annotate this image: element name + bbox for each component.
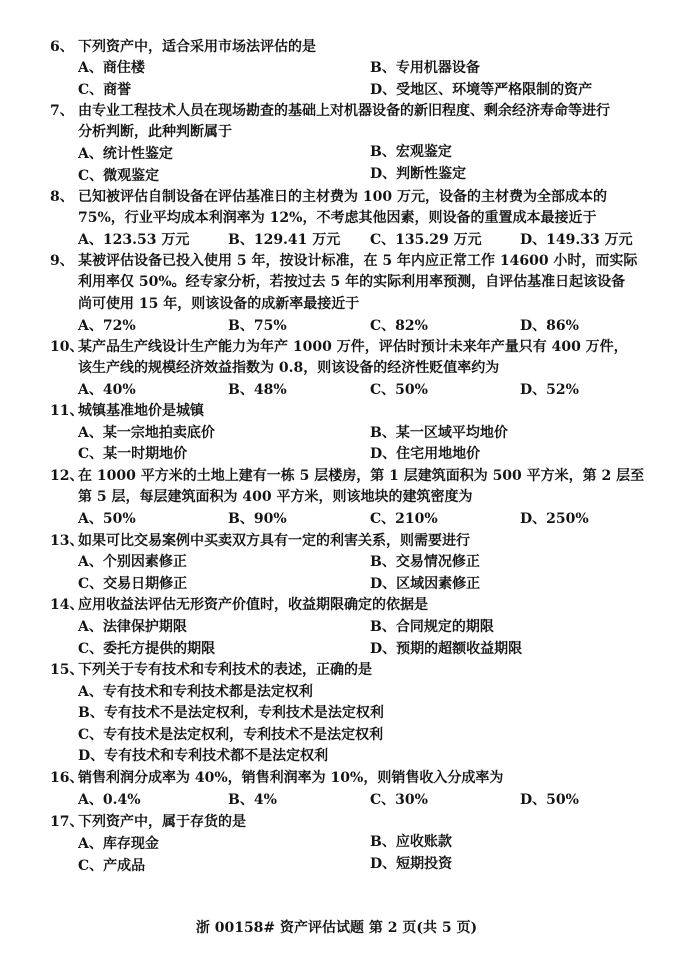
option-a: A、库存现金	[78, 836, 159, 852]
option-b: B、交易情况修正	[370, 554, 480, 570]
option-b: B、专用机器设备	[370, 60, 480, 76]
option-b: B、应收账款	[370, 834, 452, 850]
option-a: A、法律保护期限	[78, 619, 187, 635]
question-stem-continued: 分析判断，此种判断属于	[78, 124, 232, 140]
option-a: A、0.4%	[78, 792, 141, 808]
option-d: D、50%	[520, 792, 579, 808]
option-d: D、86%	[520, 318, 579, 334]
option-a: A、个别因素修正	[78, 554, 187, 570]
option-d: D、250%	[520, 511, 589, 527]
question-stem-continued: 尚可使用 15 年，则该设备的成新率最接近于	[78, 296, 360, 312]
question-number: 13、	[50, 533, 84, 549]
question-stem: 已知被评估自制设备在评估基准日的主材费为 100 万元，设备的主材费为全部成本的	[78, 189, 607, 205]
option-a: A、商住楼	[78, 60, 145, 76]
question-stem: 某被评估设备已投入使用 5 年，按设计标准，在 5 年内应正常工作 14600 小时，而实际	[78, 253, 638, 269]
option-b: B、合同规定的期限	[370, 619, 494, 635]
option-b: B、专有技术不是法定权利，专利技术是法定权利	[78, 705, 384, 721]
option-d: D、预期的超额收益期限	[370, 641, 523, 657]
option-b: B、129.41 万元	[228, 232, 341, 248]
option-d: D、区域因素修正	[370, 576, 481, 592]
option-b: B、4%	[228, 792, 277, 808]
question-stem-continued: 第 5 层，每层建筑面积为 400 平方米，则该地块的建筑密度为	[78, 489, 473, 505]
option-d: D、149.33 万元	[520, 232, 633, 248]
option-c: C、委托方提供的期限	[78, 641, 216, 657]
question-stem: 下列关于专有技术和专利技术的表述，正确的是	[78, 662, 372, 678]
option-c: C、产成品	[78, 858, 146, 874]
option-a: A、统计性鉴定	[78, 146, 173, 162]
question-stem: 下列资产中，适合采用市场法评估的是	[78, 39, 316, 55]
option-c: C、某一时期地价	[78, 446, 188, 462]
question-stem: 如果可比交易案例中买卖双方具有一定的利害关系，则需要进行	[78, 533, 470, 549]
question-stem: 由专业工程技术人员在现场勘查的基础上对机器设备的新旧程度、剩余经济寿命等进行	[78, 103, 610, 119]
option-c: C、30%	[370, 792, 428, 808]
option-a: A、123.53 万元	[78, 232, 190, 248]
option-b: B、90%	[228, 511, 287, 527]
question-stem: 城镇基准地价是城镇	[78, 403, 204, 419]
question-stem-continued: 75%，行业平均成本利润率为 12%，不考虑其他因素，则设备的重置成本最接近于	[78, 210, 597, 226]
question-number: 7、	[50, 103, 74, 119]
question-stem-continued: 利用率仅 50%。经专家分析，若按过去 5 年的实际利用率预测，自评估基准日起该设备	[78, 274, 626, 290]
question-number: 10、	[50, 339, 84, 355]
page-footer: 浙 00158# 资产评估试题 第 2 页(共 5 页)	[195, 920, 478, 936]
question-number: 11、	[50, 403, 84, 419]
question-stem: 某产品生产线设计生产能力为年产 1000 万件，评估时预计未来年产量只有 400 万件，	[78, 339, 628, 355]
option-b: B、75%	[228, 318, 287, 334]
question-number: 16、	[50, 770, 84, 786]
option-a: A、50%	[78, 511, 136, 527]
option-a: A、专有技术和专利技术都是法定权利	[78, 684, 313, 700]
option-d: D、住宅用地地价	[370, 446, 481, 462]
option-c: C、50%	[370, 382, 428, 398]
option-d: D、判断性鉴定	[370, 166, 467, 182]
question-stem-continued: 该生产线的规模经济效益指数为 0.8，则该设备的经济性贬值率约为	[78, 360, 500, 376]
option-c: C、交易日期修正	[78, 576, 188, 592]
question-number: 8、	[50, 189, 74, 205]
option-a: A、某一宗地拍卖底价	[78, 425, 215, 441]
option-c: C、微观鉴定	[78, 168, 160, 184]
question-stem: 应用收益法评估无形资产价值时，收益期限确定的依据是	[78, 597, 428, 613]
option-d: D、受地区、环境等严格限制的资产	[370, 82, 593, 98]
option-b: B、48%	[228, 382, 287, 398]
question-stem: 在 1000 平方米的土地上建有一栋 5 层楼房，第 1 层建筑面积为 500 平方米，第 2 层至	[78, 468, 645, 484]
question-number: 12、	[50, 468, 84, 484]
option-c: C、商誉	[78, 82, 132, 98]
option-b: B、宏观鉴定	[370, 144, 452, 160]
question-number: 9、	[50, 253, 74, 269]
option-c: C、210%	[370, 511, 438, 527]
question-number: 6、	[50, 39, 74, 55]
question-stem: 销售利润分成率为 40%，销售利润率为 10%，则销售收入分成率为	[78, 770, 504, 786]
option-c: C、135.29 万元	[370, 232, 482, 248]
option-d: D、52%	[520, 382, 579, 398]
question-number: 14、	[50, 597, 84, 613]
option-c: C、专有技术是法定权利，专利技术不是法定权利	[78, 727, 384, 743]
question-stem: 下列资产中，属于存货的是	[78, 814, 246, 830]
question-number: 15、	[50, 662, 84, 678]
option-d: D、短期投资	[370, 856, 453, 872]
option-a: A、72%	[78, 318, 136, 334]
option-c: C、82%	[370, 318, 428, 334]
option-b: B、某一区域平均地价	[370, 425, 508, 441]
option-d: D、专有技术和专利技术都不是法定权利	[78, 748, 329, 764]
option-a: A、40%	[78, 382, 136, 398]
question-number: 17、	[50, 814, 84, 830]
